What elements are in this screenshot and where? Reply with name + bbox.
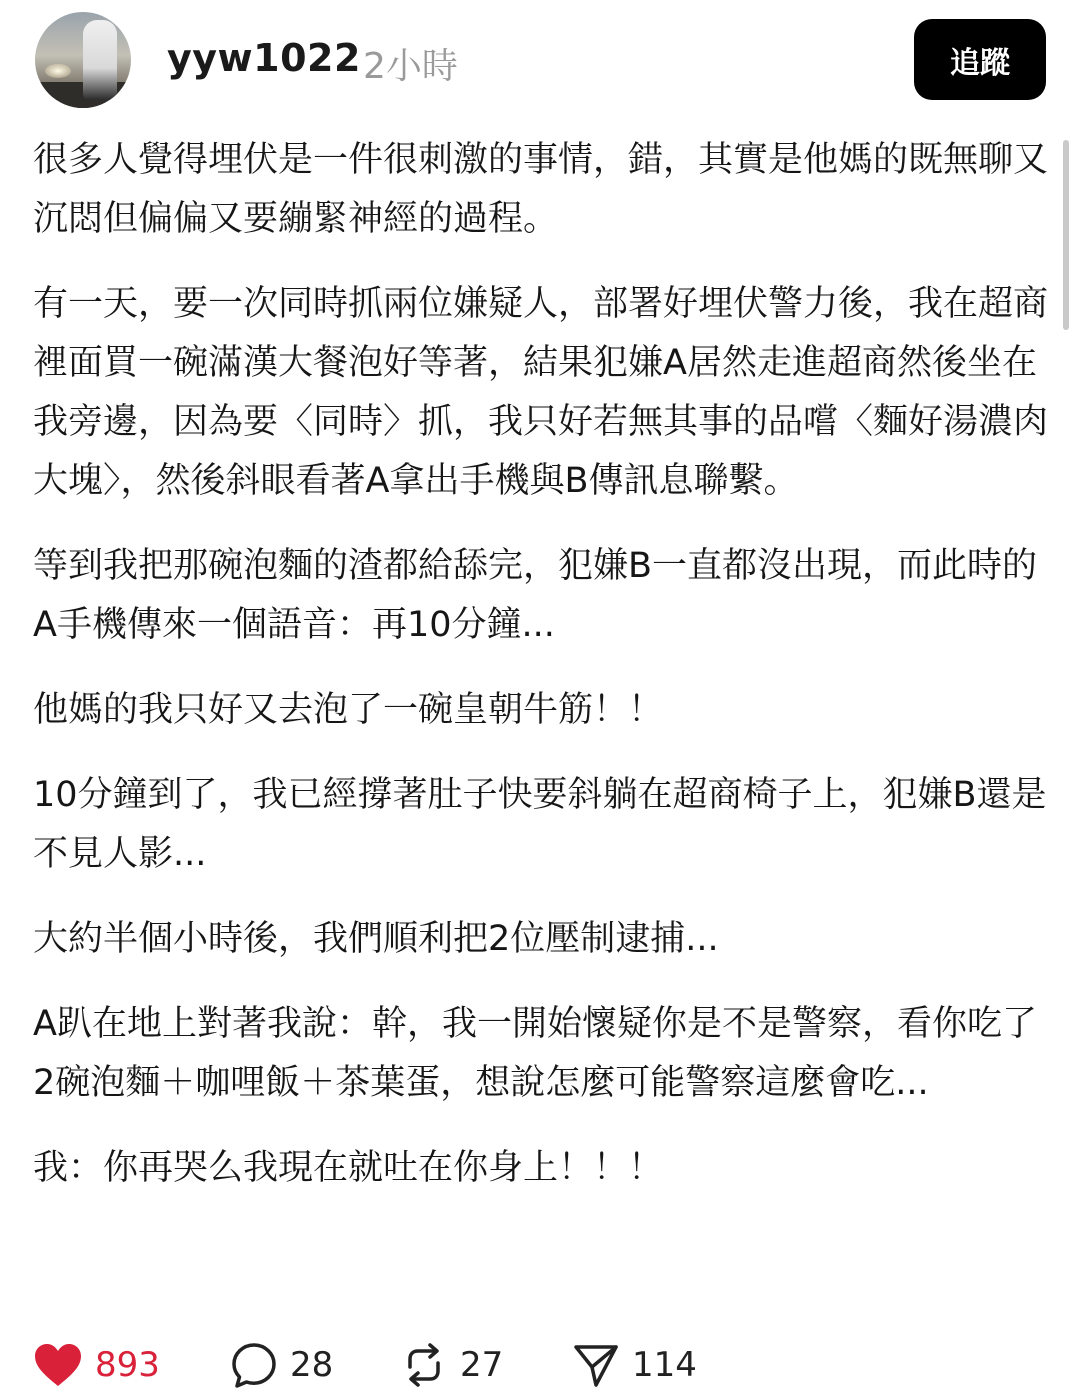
scrollbar[interactable] [1063,140,1069,330]
post-paragraph: 等到我把那碗泡麵的渣都給舔完，犯嫌B一直都沒出現，而此時的A手機傳來一個語音：再10分鐘... [33,546,1038,645]
post-paragraph: 有一天，要一次同時抓兩位嫌疑人，部署好埋伏警力後，我在超商裡面買一碗滿漢大餐泡好等著，結果犯嫌A居然走進超商然後坐在我旁邊，因為要〈同時〉抓，我只好若無其事的品嚐〈麵好湯濃肉大塊〉，然後斜眼看著A拿出手機與B傳訊息聯繫。 [33,284,1049,501]
post-paragraph: 他媽的我只好又去泡了一碗皇朝牛筋！！ [33,690,664,730]
post-paragraph: A趴在地上對著我說：幹，我一開始懷疑你是不是警察，看你吃了2碗泡麵＋咖哩飯＋茶葉蛋，想說怎麼可能警察這麼會吃... [33,1004,1037,1103]
username[interactable]: yyw1022 [167,36,361,80]
post-paragraph: 很多人覺得埋伏是一件很刺激的事情，錯，其實是他媽的既無聊又沉悶但偏偏又要繃緊神經的過程。 [33,140,1049,239]
post-body [33,131,1053,1224]
post-paragraph: 10分鐘到了，我已經撐著肚子快要斜躺在超商椅子上，犯嫌B還是不見人影... [33,775,1047,874]
post-paragraph: 我：你再哭么我現在就吐在你身上！！！ [33,1148,664,1188]
post-header [0,0,1080,120]
comment-button[interactable] [230,1335,333,1395]
action-bar [0,1335,1080,1395]
avatar-figure [83,20,117,100]
like-count: 893 [95,1345,160,1385]
comment-icon [230,1341,278,1389]
send-icon [572,1341,620,1389]
share-button[interactable] [572,1335,697,1395]
heart-icon [33,1342,83,1388]
avatar[interactable] [35,12,131,108]
avatar-sun [45,64,71,78]
follow-button[interactable]: 追蹤 [914,19,1046,100]
repost-count: 27 [460,1345,504,1385]
post-time: 2小時 [363,46,458,87]
like-button[interactable] [33,1335,160,1395]
repost-icon [400,1341,448,1389]
comment-count: 28 [290,1345,334,1385]
post-paragraph: 大約半個小時後，我們順利把2位壓制逮捕... [33,919,719,959]
share-count: 114 [632,1345,697,1385]
repost-button[interactable] [400,1335,503,1395]
